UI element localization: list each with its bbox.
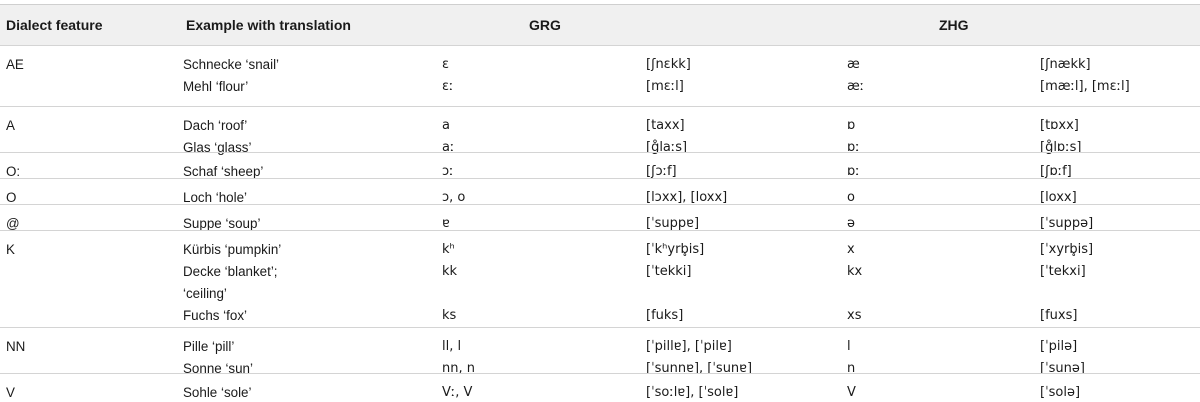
dialect-feature: A [6, 118, 15, 133]
example-with-translation: Loch ‘hole’ [183, 190, 248, 205]
zhg-sound: æː [847, 79, 865, 94]
grg-transcription: [ˈkʰyrb̥is] [646, 242, 705, 257]
zhg-sound: ɒː [847, 140, 860, 155]
row-separator [0, 327, 1200, 328]
zhg-transcription: [loxx] [1040, 190, 1077, 205]
example-with-translation: Suppe ‘soup’ [183, 216, 261, 231]
grg-sound: Vː, V [442, 385, 473, 400]
grg-transcription: [ʃɔːf] [646, 164, 677, 179]
example-with-translation: ‘ceiling’ [183, 286, 227, 301]
zhg-transcription: [ˈsolə] [1040, 385, 1081, 400]
dialect-feature: V [6, 385, 15, 400]
row-separator [0, 373, 1200, 374]
example-with-translation: Mehl ‘flour’ [183, 79, 249, 94]
grg-sound: ɔː [442, 164, 454, 179]
dialect-feature: AE [6, 57, 24, 72]
zhg-sound: ɒ [847, 118, 856, 133]
row-separator [0, 45, 1200, 46]
grg-sound: nn, n [442, 361, 475, 376]
zhg-sound: x [847, 242, 855, 257]
grg-transcription: [ˈpillɐ], [ˈpilɐ] [646, 339, 732, 354]
example-with-translation: Fuchs ‘fox’ [183, 308, 247, 323]
zhg-transcription: [ˈxyrb̥is] [1040, 242, 1094, 257]
zhg-sound: xs [847, 308, 862, 323]
row-separator [0, 106, 1200, 107]
grg-sound: a [442, 118, 450, 133]
grg-sound: kʰ [442, 242, 455, 257]
zhg-sound: ɒː [847, 164, 860, 179]
zhg-transcription: [ʃnækk] [1040, 57, 1091, 72]
zhg-transcription: [ʃɒːf] [1040, 164, 1072, 179]
zhg-transcription: [ˈtekxi] [1040, 264, 1086, 279]
example-with-translation: Glas ‘glass’ [183, 140, 252, 155]
zhg-transcription: [ˈsuppə] [1040, 216, 1094, 231]
grg-transcription: [ˈtekki] [646, 264, 692, 279]
grg-sound: aː [442, 140, 455, 155]
zhg-transcription: [tɒxx] [1040, 118, 1079, 133]
zhg-transcription: [g̊lɒːs] [1040, 140, 1082, 155]
row-separator [0, 230, 1200, 231]
grg-sound: ɛ [442, 57, 450, 72]
grg-transcription: [g̊laːs] [646, 140, 688, 155]
zhg-sound: ə [847, 216, 855, 231]
zhg-sound: V [847, 385, 856, 400]
zhg-sound: æ [847, 57, 860, 72]
header-dialect-feature: Dialect feature [6, 17, 103, 33]
dialect-feature: O [6, 190, 17, 205]
row-separator [0, 178, 1200, 179]
grg-sound: ll, l [442, 339, 462, 354]
zhg-transcription: [fuxs] [1040, 308, 1078, 323]
example-with-translation: Schnecke ‘snail’ [183, 57, 280, 72]
dialect-feature: @ [6, 216, 20, 231]
row-separator [0, 204, 1200, 205]
grg-transcription: [ʃnɛkk] [646, 57, 691, 72]
grg-sound: ɔ, o [442, 190, 466, 205]
grg-transcription: [fuks] [646, 308, 684, 323]
grg-transcription: [lɔxx], [loxx] [646, 190, 728, 205]
row-separator [0, 152, 1200, 153]
zhg-sound: o [847, 190, 855, 205]
example-with-translation: Pille ‘pill’ [183, 339, 235, 354]
grg-transcription: [ˈsoːlɐ], [ˈsolɐ] [646, 385, 739, 400]
grg-transcription: [ˈsunnɐ], [ˈsunɐ] [646, 361, 753, 376]
grg-sound: kk [442, 264, 458, 279]
example-with-translation: Kürbis ‘pumpkin’ [183, 242, 282, 257]
grg-transcription: [ˈsuppɐ] [646, 216, 700, 231]
grg-sound: ɐ [442, 216, 450, 231]
grg-sound: ks [442, 308, 457, 323]
header-grg: GRG [529, 17, 561, 33]
zhg-sound: n [847, 361, 856, 376]
dialect-feature: O: [6, 164, 21, 179]
zhg-transcription: [ˈpilə] [1040, 339, 1078, 354]
grg-transcription: [taxx] [646, 118, 685, 133]
zhg-transcription: [ˈsunə] [1040, 361, 1085, 376]
dialect-feature: K [6, 242, 15, 257]
header-zhg: ZHG [939, 17, 969, 33]
grg-transcription: [mɛːl] [646, 79, 684, 94]
dialect-feature: NN [6, 339, 26, 354]
table-header [0, 5, 1200, 45]
zhg-transcription: [mæːl], [mɛːl] [1040, 79, 1130, 94]
header-example: Example with translation [186, 17, 351, 33]
example-with-translation: Sonne ‘sun’ [183, 361, 253, 376]
grg-sound: ɛː [442, 79, 454, 94]
example-with-translation: Dach ‘roof’ [183, 118, 248, 133]
example-with-translation: Schaf ‘sheep’ [183, 164, 264, 179]
zhg-sound: kx [847, 264, 863, 279]
zhg-sound: l [847, 339, 851, 354]
example-with-translation: Decke ‘blanket’; [183, 264, 278, 279]
example-with-translation: Sohle ‘sole’ [183, 385, 252, 400]
